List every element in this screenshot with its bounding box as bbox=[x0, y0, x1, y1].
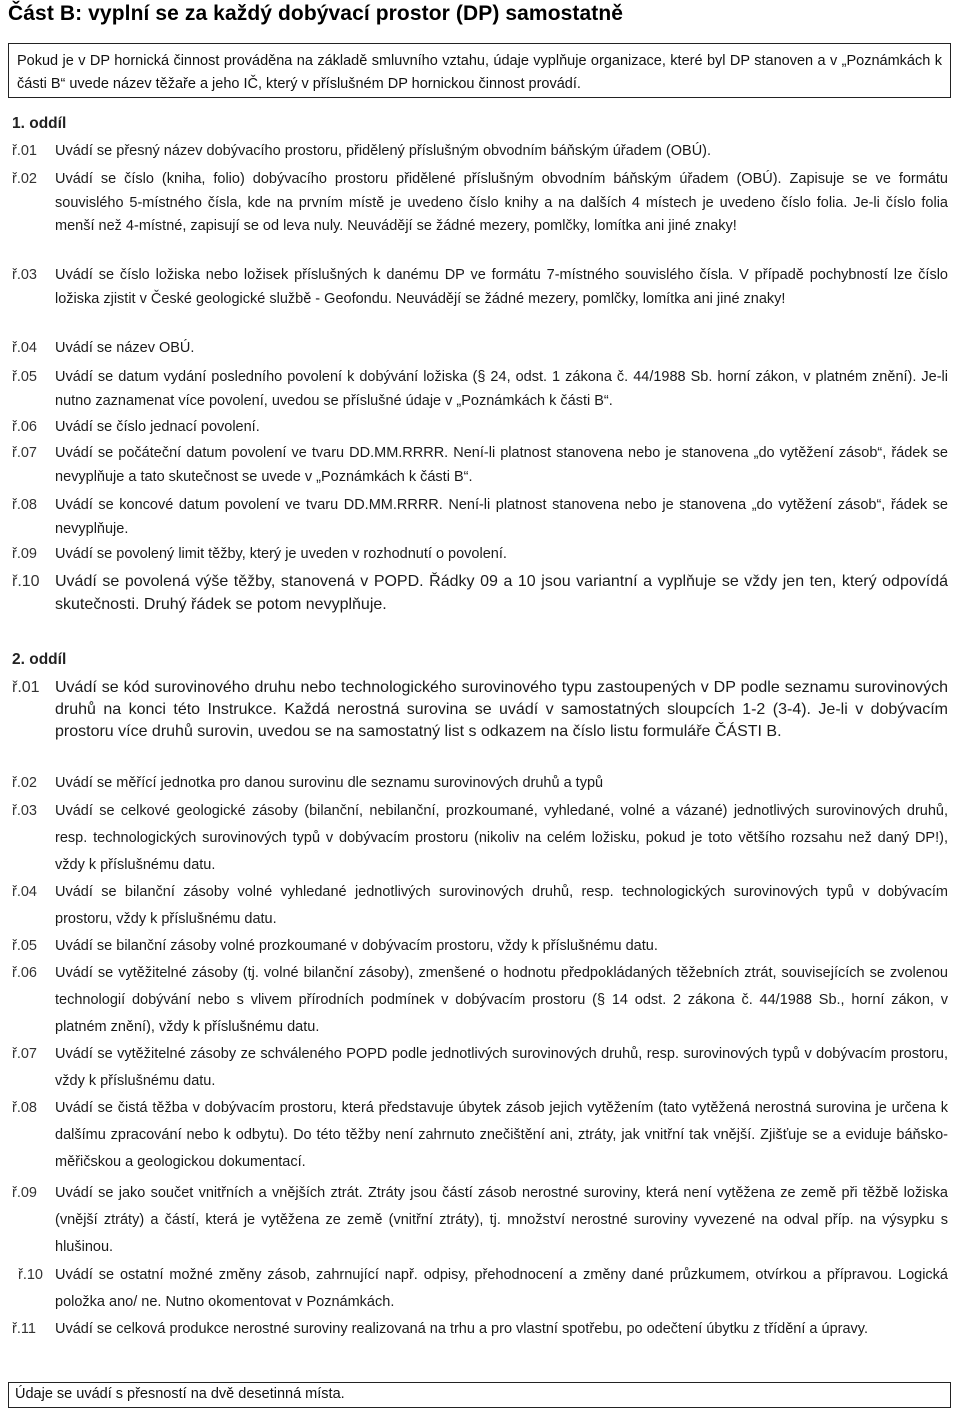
row-code: ř.08 bbox=[12, 1100, 37, 1116]
row-text: Uvádí se datum vydání posledního povolení k dobývání ložiska (§ 24, odst. 1 zákona č. 44/1988 Sb. horní zákon, v platném znění). Je-li nutno zaznamenat více povolení, uvedou se příslušné údaje v „Poznámkách k části B“. bbox=[55, 369, 948, 409]
row-text: Uvádí se čistá těžba v dobývacím prostoru, která představuje úbytek zásob jejich vytěžením (tato vytěžená nerostná surovina je určena k dalšímu zpracování nebo k odbytu). Do této těžby není zahrnuto znečištění ani, ztráty, jak vnitřní tak vnější. Zjišťuje se a eviduje báňsko-měřičskou a geologickou dokumentací. bbox=[55, 1100, 948, 1171]
row-code: ř.02 bbox=[12, 775, 37, 791]
row-code: ř.07 bbox=[12, 1046, 37, 1062]
intro-note-box bbox=[8, 43, 951, 98]
row-text: Uvádí se vytěžitelné zásoby (tj. volné bilanční zásoby), zmenšené o hodnotu předpokládaných těžebních ztrát, souvisejících se zvolenou technologií dobývání nebo s vlivem přírodních podmínek v dobývacím prostoru (§ 14 odst. 2 zákona č. 44/1988 Sb., horní zákon, v platném znění), vždy k příslušnému datu. bbox=[55, 965, 948, 1036]
row-text: Uvádí se číslo (kniha, folio) dobývacího prostoru přidělené příslušným obvodním báňským úřadem (OBÚ). Zapisuje se ve formátu souvislého 5-místného čísla, kde na prvním místě je uvedeno číslo knihy a na dalších 4 místech je uvedeno číslo folia. Je-li číslo folia menší než 4-místné, zapisují se od leva nuly. Neuvádějí se žádné mezery, pomlčky, lomítka ani jiné znaky! bbox=[55, 171, 948, 235]
page-title: Část B: vyplní se za každý dobývací prostor (DP) samostatně bbox=[8, 2, 624, 25]
row-code: ř.10 bbox=[18, 1267, 43, 1283]
row-code: ř.04 bbox=[12, 884, 37, 900]
section-2-heading: 2. oddíl bbox=[12, 651, 67, 668]
row-text: Uvádí se bilanční zásoby volné prozkoumané v dobývacím prostoru, vždy k příslušnému datu. bbox=[55, 938, 658, 954]
row-code: ř.05 bbox=[12, 938, 37, 954]
row-text: Uvádí se jako součet vnitřních a vnějších ztrát. Ztráty jsou částí zásob nerostné suroviny, která není vytěžena ze země při těžbě ložiska (vnější ztráty) a částí, která je vytěžena ze země (vnitřní ztráty), tj. množství nerostné suroviny vyvezené na odval příp. na výsypku s hlušinou. bbox=[55, 1185, 948, 1256]
row-code: ř.03 bbox=[12, 267, 37, 283]
row-text: Uvádí se číslo ložiska nebo ložisek příslušných k danému DP ve formátu 7-místného souvislého čísla. V případě pochybností lze číslo ložiska zjistit v České geologické službě - Geofondu. Neuvádějí se žádné mezery, pomlčky, lomítka ani jiné znaky! bbox=[55, 267, 948, 307]
row-text: Uvádí se název OBÚ. bbox=[55, 340, 195, 356]
row-text: Uvádí se počáteční datum povolení ve tvaru DD.MM.RRRR. Není-li platnost stanovena nebo je stanovena „do vytěžení zásob“, řádek se nevyplňuje a tato skutečnost se uvede v „Poznámkách k části B“. bbox=[55, 445, 948, 485]
footer-note-text: Údaje se uvádí s přesností na dvě desetinná místa. bbox=[15, 1386, 345, 1402]
row-text: Uvádí se povolená výše těžby, stanovená v POPD. Řádky 09 a 10 jsou variantní a vyplňuje se vždy jen ten, který odpovídá skutečnosti. Druhý řádek se potom nevyplňuje. bbox=[55, 573, 948, 613]
row-code: ř.02 bbox=[12, 171, 37, 187]
intro-note-text: Pokud je v DP hornická činnost prováděna na základě smluvního vztahu, údaje vyplňuje organizace, které byl DP stanoven a v „Poznámkách k části B“ uvede název těžaře a jeho IČ, který v příslušném DP hornickou činnost provádí. bbox=[17, 53, 942, 92]
row-text: Uvádí se číslo jednací povolení. bbox=[55, 419, 260, 435]
row-code: ř.09 bbox=[12, 1185, 37, 1201]
row-text: Uvádí se bilanční zásoby volné vyhledané jednotlivých surovinových druhů, resp. technologických surovinových typů v dobývacím prostoru, vždy k příslušnému datu. bbox=[55, 884, 948, 928]
row-code: ř.01 bbox=[12, 679, 40, 696]
row-text: Uvádí se měřící jednotka pro danou surovinu dle seznamu surovinových druhů a typů bbox=[55, 775, 604, 791]
section-1-heading: 1. oddíl bbox=[12, 115, 67, 132]
row-text: Uvádí se vytěžitelné zásoby ze schváleného POPD podle jednotlivých surovinových druhů, resp. surovinových typů v dobývacím prostoru, vždy k příslušnému datu. bbox=[55, 1046, 948, 1090]
row-code: ř.03 bbox=[12, 803, 37, 819]
row-code: ř.09 bbox=[12, 546, 37, 562]
row-text: Uvádí se celková produkce nerostné suroviny realizovaná na trhu a pro vlastní spotřebu, po odečtení úbytku z třídění a úpravy. bbox=[55, 1321, 868, 1337]
row-code: ř.08 bbox=[12, 497, 37, 513]
row-text: Uvádí se přesný název dobývacího prostoru, přidělený příslušným obvodním báňským úřadem (OBÚ). bbox=[55, 143, 712, 159]
row-text: Uvádí se povolený limit těžby, který je uveden v rozhodnutí o povolení. bbox=[55, 546, 507, 562]
row-code: ř.10 bbox=[12, 573, 40, 590]
footer-note-box bbox=[8, 1382, 951, 1408]
row-code: ř.04 bbox=[12, 340, 37, 356]
row-code: ř.06 bbox=[12, 419, 37, 435]
row-text: Uvádí se celkové geologické zásoby (bilanční, nebilanční, prozkoumané, vyhledané, volné a vázané) jednotlivých surovinových druhů, resp. technologických surovinových typů v dobývacím prostoru (nikoliv na celém ložisku, pokud je toto většího rozsahu než daný DP!), vždy k příslušnému datu. bbox=[55, 803, 948, 874]
row-text: Uvádí se koncové datum povolení ve tvaru DD.MM.RRRR. Není-li platnost stanovena nebo je stanovena „do vytěžení zásob“, řádek se nevyplňuje. bbox=[55, 497, 948, 537]
row-code: ř.05 bbox=[12, 369, 37, 385]
row-text: Uvádí se ostatní možné změny zásob, zahrnující např. odpisy, přehodnocení a změny dané průzkumem, otvírkou a přípravou. Logická položka ano/ ne. Nutno okomentovat v Poznámkách. bbox=[55, 1267, 948, 1311]
row-code: ř.11 bbox=[12, 1321, 36, 1337]
row-code: ř.07 bbox=[12, 445, 37, 461]
row-text: Uvádí se kód surovinového druhu nebo technologického surovinového typu zastoupených v DP podle seznamu surovinových druhů na konci této Instrukce. Každá nerostná surovina se uvádí v samostatných sloupcích 1-2 (3-4). Je-li v dobývacím prostoru více druhů surovin, uvedou se na samostatný list s odkazem na číslo listu formuláře ČÁSTI B. bbox=[55, 679, 948, 740]
row-code: ř.06 bbox=[12, 965, 37, 981]
row-code: ř.01 bbox=[12, 143, 37, 159]
